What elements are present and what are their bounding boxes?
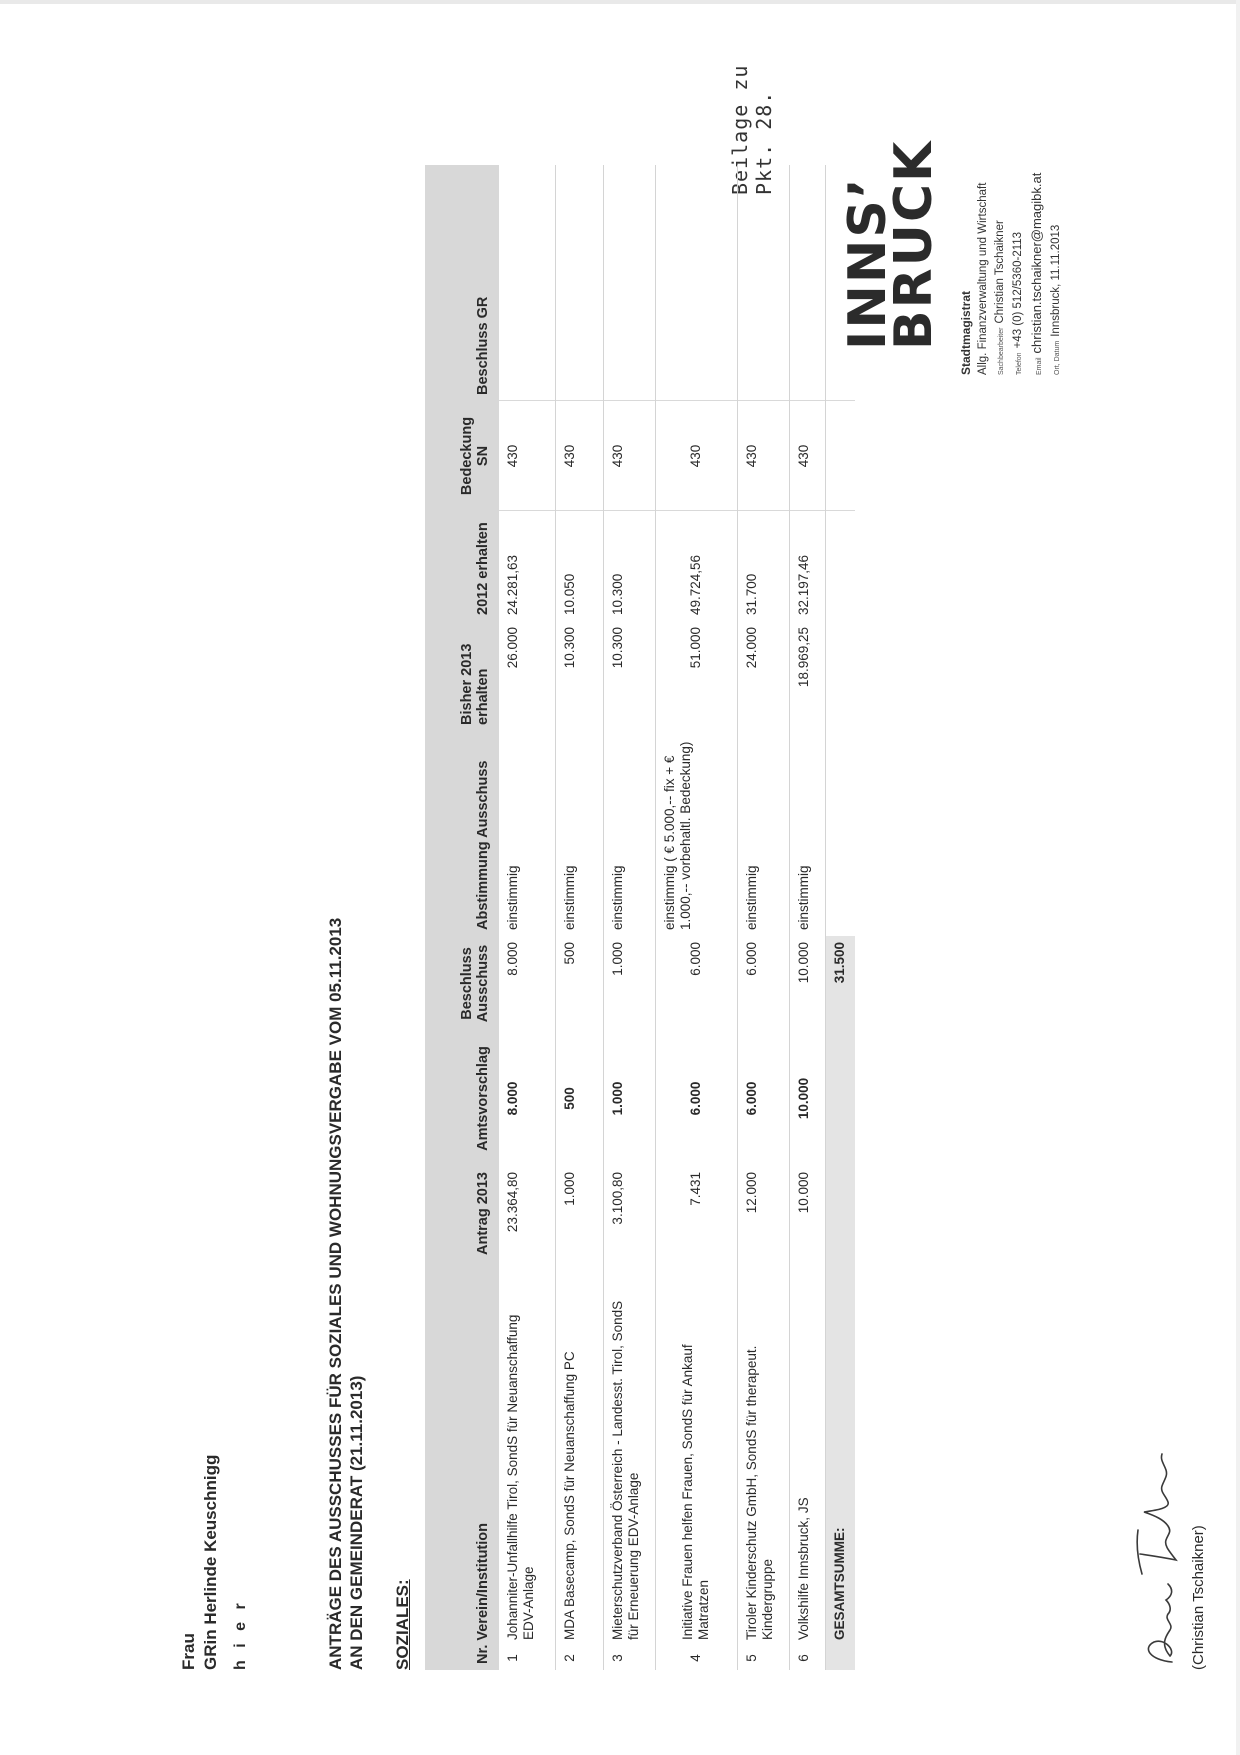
total-value: 31.500 — [825, 936, 855, 1031]
header-beschluss-ausschuss: Beschluss Ausschuss — [425, 936, 499, 1031]
header-nr-institution: Nr. Verein/Institution — [425, 1276, 499, 1670]
row-beschluss: 6.000 — [737, 936, 789, 1031]
row-nr: 4 — [655, 1646, 737, 1670]
row-nr: 3 — [603, 1646, 655, 1670]
recipient-salutation: Frau — [179, 1633, 198, 1670]
row-bedeckung: 430 — [737, 401, 789, 511]
row-abstimmung: einstimmig — [499, 731, 555, 936]
row-beschluss-gr — [789, 165, 825, 401]
row-institution: Tiroler Kinderschutz GmbH, SondS für therapeut. Kindergruppe — [737, 1276, 789, 1646]
header-bisher: Bisher 2013 erhalten — [425, 621, 499, 731]
table-row — [655, 165, 737, 1670]
row-antrag: 1.000 — [555, 1166, 603, 1276]
row-beschluss-gr — [555, 165, 603, 401]
row-bedeckung: 430 — [655, 401, 737, 511]
table-header-row — [425, 165, 499, 1670]
row-beschluss: 10.000 — [789, 936, 825, 1031]
row-beschluss-gr — [499, 165, 555, 401]
annex-note: Beilage zu Pkt. 28. — [728, 64, 776, 195]
recipient-block — [178, 1455, 222, 1670]
sender-department: Allg. Finanzverwaltung und Wirtschaft — [977, 182, 989, 375]
city-logo — [838, 130, 944, 350]
row-2012: 32.197,46 — [789, 511, 825, 621]
total-empty-6 — [825, 401, 855, 511]
row-institution: Initiative Frauen helfen Frauen, SondS für Ankauf Matratzen — [655, 1276, 737, 1646]
row-antrag: 7.431 — [655, 1166, 737, 1276]
row-2012: 49.724,56 — [655, 511, 737, 621]
title-line-1: ANTRÄGE DES AUSSCHUSSES FÜR SOZIALES UND WOHNUNGSVERGABE VOM 05.11.2013 — [326, 917, 345, 1670]
row-abstimmung: einstimmig — [603, 731, 655, 936]
row-bedeckung: 430 — [789, 401, 825, 511]
total-empty-1 — [825, 1166, 855, 1276]
row-abstimmung: einstimmig — [737, 731, 789, 936]
email-label: Email — [1036, 357, 1043, 375]
table-row — [499, 165, 555, 1670]
phone-value: +43 (0) 512/5360-2113 — [1012, 231, 1024, 349]
row-beschluss: 6.000 — [655, 936, 737, 1031]
row-institution: MDA Basecamp, SondS für Neuanschaffung PC — [555, 1276, 603, 1646]
row-bedeckung: 430 — [603, 401, 655, 511]
row-bedeckung: 430 — [499, 401, 555, 511]
row-nr: 5 — [737, 1646, 789, 1670]
email-value[interactable]: christian.tschaikner@magibk.at — [1029, 172, 1044, 354]
sender-date-row — [1048, 55, 1066, 375]
row-nr: 6 — [789, 1646, 825, 1670]
total-empty-5 — [825, 511, 855, 621]
row-bisher: 18.969,25 — [789, 621, 825, 731]
handwritten-signature — [1120, 1420, 1190, 1670]
applications-table — [425, 165, 855, 1670]
clerk-label: Sachbearbeiter — [998, 327, 1005, 375]
total-empty-3 — [825, 731, 855, 936]
title-line-2: AN DEN GEMEINDERAT (21.11.2013) — [347, 1375, 366, 1670]
row-bedeckung: 430 — [555, 401, 603, 511]
row-bisher: 26.000 — [499, 621, 555, 731]
total-empty-7 — [825, 165, 855, 401]
table-row — [737, 165, 789, 1670]
signature-name: (Christian Tschaikner) — [1190, 1525, 1207, 1670]
row-amtsvorschlag: 1.000 — [603, 1031, 655, 1166]
row-2012: 10.050 — [555, 511, 603, 621]
sender-clerk-row — [992, 55, 1010, 375]
place-date-value: Innsbruck, 11.11.2013 — [1050, 224, 1062, 337]
row-nr: 1 — [499, 1646, 555, 1670]
header-antrag: Antrag 2013 — [425, 1166, 499, 1276]
row-beschluss-gr — [603, 165, 655, 401]
row-beschluss-gr — [737, 165, 789, 401]
sender-email-row — [1028, 55, 1048, 375]
total-empty-4 — [825, 621, 855, 731]
row-institution: Johanniter-Unfallhilfe Tirol, SondS für Neuanschaffung EDV-Anlage — [499, 1276, 555, 1646]
total-empty-2 — [825, 1031, 855, 1166]
row-abstimmung: einstimmig — [555, 731, 603, 936]
total-row — [825, 165, 855, 1670]
row-antrag: 10.000 — [789, 1166, 825, 1276]
row-antrag: 23.364,80 — [499, 1166, 555, 1276]
header-2012-erhalten: 2012 erhalten — [425, 511, 499, 621]
total-label: GESAMTSUMME: — [825, 1276, 855, 1646]
row-amtsvorschlag: 6.000 — [655, 1031, 737, 1166]
section-label: SOZIALES: — [393, 1579, 412, 1670]
row-bisher: 10.300 — [555, 621, 603, 731]
recipient-name: GRin Herlinde Keuschnigg — [201, 1454, 220, 1670]
row-bisher: 10.300 — [603, 621, 655, 731]
row-institution: Volkshilfe Innsbruck, JS — [789, 1276, 825, 1646]
row-antrag: 12.000 — [737, 1166, 789, 1276]
row-bisher: 51.000 — [655, 621, 737, 731]
sender-phone-row — [1010, 55, 1028, 375]
row-beschluss: 500 — [555, 936, 603, 1031]
header-abstimmung: Abstimmung Ausschuss — [425, 731, 499, 936]
row-amtsvorschlag: 8.000 — [499, 1031, 555, 1166]
row-2012: 10.300 — [603, 511, 655, 621]
row-2012: 31.700 — [737, 511, 789, 621]
row-abstimmung: einstimmig — [789, 731, 825, 936]
table-row — [603, 165, 655, 1670]
clerk-name: Christian Tschaikner — [994, 220, 1006, 324]
sender-block — [958, 55, 1066, 375]
header-beschluss-gr: Beschluss GR — [425, 165, 499, 401]
row-bisher: 24.000 — [737, 621, 789, 731]
row-amtsvorschlag: 10.000 — [789, 1031, 825, 1166]
row-beschluss: 1.000 — [603, 936, 655, 1031]
sender-org: Stadtmagistrat — [959, 290, 973, 375]
row-beschluss: 8.000 — [499, 936, 555, 1031]
table-row — [555, 165, 603, 1670]
document-title — [325, 770, 367, 1670]
logo-line-2: BRUCK — [884, 139, 944, 350]
row-institution: Mieterschutzverband Österreich - Landesst. Tirol, SondS für Erneuerung EDV-Anlage — [603, 1276, 655, 1646]
phone-label: Telefon — [1016, 352, 1023, 375]
row-beschluss-gr — [655, 165, 737, 401]
header-amtsvorschlag: Amtsvorschlag — [425, 1031, 499, 1166]
place-date-label: Ort, Datum — [1054, 340, 1061, 375]
row-nr: 2 — [555, 1646, 603, 1670]
header-bedeckung: Bedeckung SN — [425, 401, 499, 511]
recipient-location: h i e r — [232, 1599, 249, 1670]
row-amtsvorschlag: 500 — [555, 1031, 603, 1166]
row-antrag: 3.100,80 — [603, 1166, 655, 1276]
row-2012: 24.281,63 — [499, 511, 555, 621]
table-row — [789, 165, 825, 1670]
total-spacer — [825, 1646, 855, 1670]
row-amtsvorschlag: 6.000 — [737, 1031, 789, 1166]
logo-line-1: INNS’ — [838, 176, 898, 350]
row-abstimmung: einstimmig ( € 5.000,-- fix + € 1.000,-- vorbehaltl. Bedeckung) — [655, 731, 737, 936]
